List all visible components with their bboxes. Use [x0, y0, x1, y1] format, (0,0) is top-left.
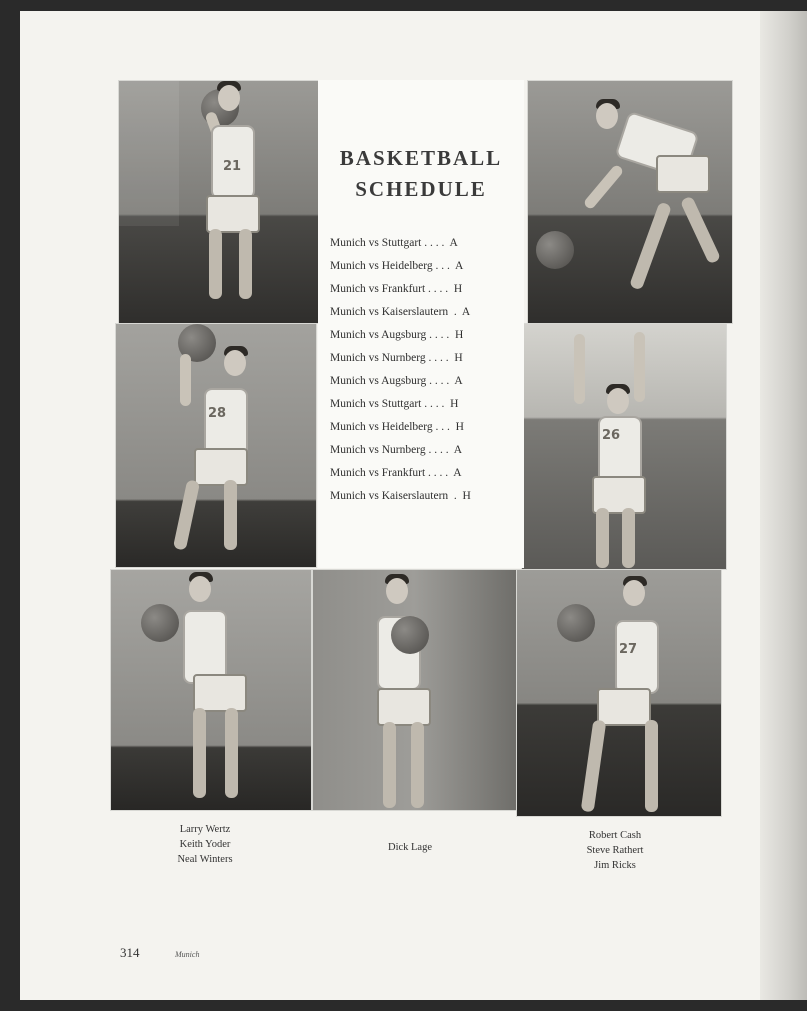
- schedule-game: Munich vs Augsburg . . . . A: [330, 375, 463, 387]
- player-name: Jim Ricks: [594, 860, 636, 871]
- section-label: Munich: [175, 950, 200, 959]
- photo-mid-left: [115, 323, 317, 568]
- jersey-number: 27: [619, 642, 638, 657]
- page-number: 314: [120, 945, 140, 960]
- schedule-game: Munich vs Heidelberg . . . H: [330, 421, 464, 433]
- schedule-game: Munich vs Kaiserslautern . A: [330, 306, 471, 318]
- photo-top-left: [118, 80, 320, 324]
- bottom-border: [20, 1000, 807, 1011]
- schedule-game: Munich vs Stuttgart . . . . H: [330, 398, 459, 410]
- photo-top-right: [527, 80, 733, 324]
- schedule-title: [318, 143, 524, 205]
- caption-right: [560, 828, 670, 873]
- schedule-game: Munich vs Nurnberg . . . . H: [330, 352, 463, 364]
- jersey-number: 21: [223, 159, 242, 174]
- caption-center: [360, 840, 460, 855]
- player-name: Larry Wertz: [179, 824, 231, 835]
- schedule-game: Munich vs Frankfurt . . . . H: [330, 283, 463, 295]
- title-line-1: BASKETBALL: [339, 146, 503, 170]
- photo-mid-right: [521, 323, 727, 570]
- player-name: Dick Lage: [387, 842, 433, 853]
- jersey-number: 28: [208, 406, 227, 421]
- photo-bottom-center: [312, 569, 517, 811]
- page-edge-shadow: [760, 11, 807, 1005]
- schedule-game: Munich vs Heidelberg . . . A: [330, 260, 464, 272]
- title-line-2: SCHEDULE: [355, 177, 487, 201]
- player-name: Keith Yoder: [179, 839, 231, 850]
- jersey-number: 26: [602, 428, 621, 443]
- schedule-game: Munich vs Kaiserslautern . H: [330, 490, 471, 502]
- schedule-game: Munich vs Nurnberg . . . . A: [330, 444, 463, 456]
- schedule-game: Munich vs Augsburg . . . . H: [330, 329, 464, 341]
- player-name: Robert Cash: [588, 830, 642, 841]
- photo-bottom-left: [110, 569, 312, 811]
- schedule-game: Munich vs Frankfurt . . . . A: [330, 467, 462, 479]
- schedule-list: [330, 232, 510, 508]
- photo-bottom-right: [516, 569, 722, 817]
- schedule-game: Munich vs Stuttgart . . . . A: [330, 237, 458, 249]
- player-name: Neal Winters: [177, 854, 233, 865]
- caption-left: [150, 822, 260, 867]
- player-name: Steve Rathert: [586, 845, 644, 856]
